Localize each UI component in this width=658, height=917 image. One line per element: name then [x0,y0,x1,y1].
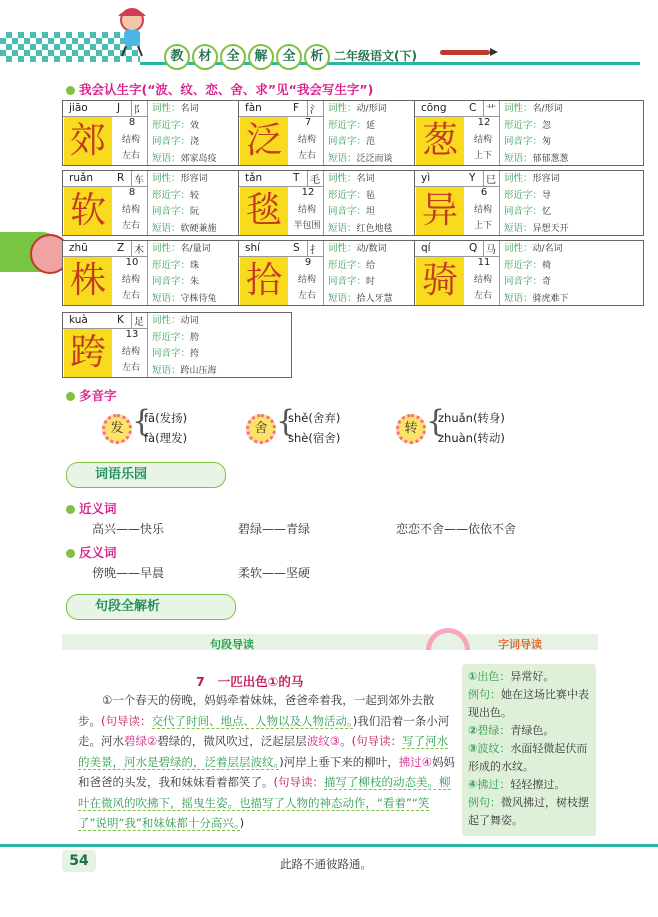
headword: 拂过： [477,778,511,791]
character: 骑 [416,257,464,305]
headword: 出色： [477,670,511,683]
structure-label: 结构 [297,205,316,215]
radical: 巳 [483,171,496,186]
info-value: 较 [190,190,200,201]
info-value: 忽 [542,120,552,131]
info-label: 短语： [504,152,533,164]
card-header [63,241,147,257]
structure-label: 结构 [297,135,316,145]
info-label: 短语： [152,152,181,164]
info-row-shape [504,118,643,135]
info-label: 同音字： [328,206,367,217]
info-label: 词性： [328,243,357,254]
title-char: 解 [248,44,274,70]
bullet-icon [66,86,75,95]
info-value: 形容词 [532,174,560,184]
info-value: 名/量词 [180,244,211,254]
stroke-count: 6 [480,187,488,198]
info-value: 范 [366,137,376,147]
info-row-homo [152,346,291,363]
passage-text: 妈妈和爸爸的头发，我和妹妹看着都笑了。 [78,754,456,789]
stroke-count: 12 [477,117,491,128]
info-label: 同音字： [152,136,191,147]
stroke-count: 7 [304,117,312,128]
structure-type: 左右 [297,291,316,301]
card-header [63,313,147,329]
index-letter: J [117,102,121,114]
glossary-entry [468,776,590,794]
book-title [164,44,330,70]
index-letter: Q [469,242,478,254]
character: 拾 [240,257,288,305]
antonym-heading: 反义词 [66,543,117,561]
info-value: 阮 [190,207,200,217]
polyphone-char: 转 [396,414,426,444]
info-row-pos [152,313,291,330]
polyphone-char: 舍 [246,414,276,444]
page-number: 54 [62,850,96,872]
card-info [147,313,291,377]
info-label: 同音字： [152,276,191,287]
info-label: 词性： [152,315,181,326]
info-value: 拾人牙慧 [356,293,393,304]
word-garden-banner: 词语乐园 [66,462,226,488]
index-letter: R [117,172,125,184]
glossed-word: 碧绿② [124,734,158,748]
info-value: 异想天开 [532,223,569,234]
note-number: ③ [468,742,478,755]
stroke-count: 13 [125,329,139,340]
card-header [239,171,323,187]
info-value: 挎 [190,349,200,359]
radical: 艹 [483,101,496,116]
structure-type: 上下 [473,151,492,161]
info-row-phrase [504,151,643,168]
synonym-heading: 近义词 [66,499,117,517]
pinyin: tǎn [245,172,263,184]
card-info [499,241,643,305]
stroke-count: 10 [125,257,139,268]
info-value: 动/形词 [356,104,387,114]
card-header [63,101,147,117]
synonym-pair: 高兴——快乐 [92,522,165,536]
structure-type: 上下 [473,221,492,231]
passage-text: 。 [340,734,352,748]
pinyin: zhū [69,242,88,254]
definition: 她在这场比赛中表现出色。 [468,688,589,719]
info-row-shape [152,330,291,347]
antonym-pair: 柔软——坚硬 [238,566,311,580]
structure-label: 结构 [473,135,492,145]
card-header [239,101,323,117]
info-label: 形近字： [504,259,543,271]
glossary-entry [468,668,590,686]
stroke-count: 12 [301,187,315,198]
info-label: 短语： [152,222,181,234]
reading-1: fā(发扬) [144,411,188,425]
info-row-homo [504,274,643,291]
definition: 异常好。 [510,670,555,683]
glossed-word: 波纹③ [306,734,341,748]
stroke-count: 8 [128,187,136,198]
info-value: 效 [190,120,200,131]
structure-type: 半包围 [293,221,321,231]
info-value: 郊家岛疫 [180,153,217,164]
passage-text: (句导读： [351,734,403,748]
info-label: 同音字： [504,276,543,287]
character: 郊 [64,117,112,165]
info-label: 短语： [504,222,533,234]
char-card [414,240,644,306]
index-letter: C [469,102,477,114]
pinyin: qí [421,242,431,254]
stroke-count: 9 [304,257,312,268]
glossed-word: 拂过④ [398,754,433,769]
card-header [415,171,499,187]
structure-label: 结构 [297,275,316,285]
passage-text: 碧绿的，微风吹过，泛起层层 [157,734,307,748]
info-label: 同音字： [152,206,191,217]
info-row-pos [504,101,643,118]
structure-label: 结构 [121,275,140,285]
pinyin: kuà [69,314,88,326]
passage-text: (句导读： [273,775,324,789]
info-value: 守株待兔 [180,293,217,304]
info-row-homo [504,204,643,221]
character: 异 [416,187,464,235]
structure-type: 左右 [297,151,316,161]
definition: 青绿色。 [510,724,555,737]
pinyin: jiāo [69,102,88,114]
radical: 车 [131,171,144,186]
info-label: 形近字： [504,119,543,131]
info-row-pos [504,171,643,188]
info-label: 形近字： [152,259,191,271]
info-label: 同音字： [504,136,543,147]
passage-text: ①一个春天的傍晚，妈妈牵着妹妹，爸爸牵着我，一起到郊外去散步。 [78,693,435,728]
info-value: 红色地毯 [356,223,393,234]
card-header [239,241,323,257]
girl-mascot-icon [112,6,152,58]
info-label: 同音字： [328,136,367,147]
synonym-pair: 恋恋不舍——依依不舍 [396,522,517,536]
info-value: 毡 [366,190,376,201]
pinyin: ruǎn [69,172,94,184]
info-value: 胯 [190,332,200,343]
polyphone-heading: 多音字 [66,386,117,404]
info-row-shape [504,258,643,275]
structure-type: 左右 [121,221,140,231]
synonym-pair: 碧绿——青绿 [238,522,311,536]
structure-type: 左右 [121,151,140,161]
glossary-entry [468,740,590,776]
info-label: 形近字： [504,189,543,201]
pencil-tip-icon [490,48,498,56]
analysis-banner: 句段全解析 [66,594,236,620]
info-value: 动/数词 [356,244,387,254]
structure-type: 左右 [121,363,140,373]
structure-type: 左右 [121,291,140,301]
info-value: 形容词 [180,174,208,184]
card-info [499,171,643,235]
title-char: 析 [304,44,330,70]
radical: 扌 [307,241,320,256]
info-value: 朱 [190,277,200,287]
index-letter: T [293,172,300,184]
index-letter: Z [117,242,125,254]
info-value: 延 [366,120,376,131]
info-row-phrase [152,363,291,380]
character: 株 [64,257,112,305]
info-label: 形近字： [328,189,367,201]
info-value: 骑虎难下 [532,293,569,304]
structure-label: 结构 [473,205,492,215]
bullet-icon [66,392,75,401]
info-label: 短语： [328,292,357,304]
bullet-icon [66,505,75,514]
info-row-pos [504,241,643,258]
radical: 足 [131,313,144,328]
info-label: 词性： [504,103,533,114]
bullet-icon [66,549,75,558]
definition: 轻轻擦过。 [510,778,566,791]
card-header [63,171,147,187]
guide-note: 交代了时间、地点、人物以及人物活动。 [151,713,353,728]
info-value: 匆 [542,137,552,147]
info-value: 椅 [542,260,552,271]
char-card [62,312,292,378]
card-info [499,101,643,165]
lesson-title: 7 一匹出色①的马 [196,674,304,689]
brace-icon: { [276,404,296,439]
index-letter: S [293,242,300,254]
character: 跨 [64,329,112,377]
pinyin: yì [421,172,431,184]
index-letter: K [117,314,124,326]
info-value: 珠 [190,260,200,271]
antonym-pair: 傍晚——早晨 [92,566,165,580]
footer-rule [0,844,658,847]
info-row-phrase [504,221,643,238]
title-char: 教 [164,44,190,70]
char-card [414,100,644,166]
structure-label: 结构 [121,205,140,215]
info-label: 同音字： [504,206,543,217]
info-value: 跨山压海 [180,365,217,376]
rainbow-icon [426,628,470,650]
info-value: 浇 [190,137,200,147]
radical: 阝 [131,101,144,116]
structure-type: 左右 [473,291,492,301]
pinyin: cōng [421,102,447,114]
reading-2: fà(理发) [144,431,188,445]
character: 毯 [240,187,288,235]
passage-text: )河岸上垂下来的柳叶， [279,754,399,769]
info-label: 形近字： [152,189,191,201]
structure-label: 结构 [473,275,492,285]
radical: 毛 [307,171,320,186]
character: 泛 [240,117,288,165]
title-char: 全 [276,44,302,70]
info-label: 短语： [328,152,357,164]
title-char: 材 [192,44,218,70]
character: 软 [64,187,112,235]
title-char: 全 [220,44,246,70]
pinyin: fàn [245,102,262,114]
info-label: 短语： [504,292,533,304]
card-header [415,101,499,117]
pencil-icon [440,50,490,55]
passage-text: (句导读： [101,713,152,728]
recognize-heading: 我会认生字(“波、纹、恋、舍、求”见“我会写生字”) [66,80,373,98]
lesson-passage [78,690,456,834]
character: 葱 [416,117,464,165]
definition: 水面轻微起伏而形成的水纹。 [468,742,588,773]
info-value: 郁郁葱葱 [532,153,569,164]
pinyin: shí [245,242,261,254]
glossary-entry [468,722,590,740]
stroke-count: 8 [128,117,136,128]
glossary-entry [468,686,590,722]
guide-note: 写了河水的美景，河水是碧绿的，泛着层层波纹。 [78,734,449,769]
info-value: 奇 [542,277,552,287]
passage-text: )我们沿着一条小河走。河水 [78,713,450,748]
headword: 碧绿： [477,724,511,737]
info-value: 导 [542,190,552,201]
reading-1: shě(舍弃) [288,411,341,425]
card-header [415,241,499,257]
info-label: 形近字： [328,259,367,271]
radical: 木 [131,241,144,256]
reading-1: zhuǎn(转身) [438,411,505,425]
info-label: 词性： [152,173,181,184]
brace-icon: { [132,404,152,439]
info-value: 名/形词 [532,104,563,114]
structure-label: 结构 [121,347,140,357]
info-label: 词性： [328,173,357,184]
guide-note: 描写了柳枝的动态美。柳叶在微风的吹拂下，摇曳生姿。也描写了人物的神态动作，“看着”“笑了”说明“我”和妹妹都十分高兴。 [78,775,451,830]
info-label: 词性： [504,243,533,254]
structure-label: 结构 [121,135,140,145]
info-value: 泛泛而谈 [356,153,393,164]
note-number: ① [468,670,478,683]
passage-text: ) [239,816,245,830]
info-label: 短语： [152,292,181,304]
info-label: 同音字： [328,276,367,287]
info-label: 短语： [152,364,181,376]
info-value: 时 [366,277,376,287]
radical: 氵 [307,101,320,116]
note-number: ② [468,724,478,737]
word-guide-label: 字词导读 [498,638,542,651]
info-label: 形近字： [328,119,367,131]
reading-2: shè(宿舍) [288,431,341,445]
info-row-phrase [504,291,643,308]
polyphone-char: 发 [102,414,132,444]
info-label: 形近字： [152,119,191,131]
info-label: 形近字： [152,331,191,343]
brace-icon: { [426,404,446,439]
info-value: 坦 [366,207,376,217]
reading-2: zhuàn(转动) [438,431,505,445]
info-row-shape [504,188,643,205]
headword: 例句： [468,688,501,701]
info-label: 词性： [152,103,181,114]
radical: 马 [483,241,496,256]
info-label: 词性： [504,173,533,184]
note-number: ④ [468,778,478,791]
sentence-guide-label: 句段导读 [210,638,254,651]
info-value: 给 [366,260,376,271]
info-value: 忆 [542,207,552,217]
info-label: 短语： [328,222,357,234]
headword: 例句： [468,796,501,809]
grade-label: 二年级语文(下) [334,49,417,63]
glossary-entry [468,794,590,830]
info-row-homo [504,134,643,151]
index-letter: F [293,102,300,114]
stroke-count: 11 [477,257,491,268]
info-value: 名词 [356,174,375,184]
glossary-box [462,664,596,836]
info-label: 词性： [152,243,181,254]
info-label: 词性： [328,103,357,114]
definition: 微风拂过，树枝摆起了舞姿。 [468,796,589,827]
index-letter: Y [469,172,476,184]
char-card [414,170,644,236]
info-value: 软硬兼施 [180,223,217,234]
info-value: 名词 [180,104,199,114]
footer-slogan: 此路不通彼路通。 [280,857,372,871]
info-label: 同音字： [152,348,191,359]
headword: 波纹： [477,742,511,755]
info-value: 动/名词 [532,244,563,254]
info-value: 动词 [180,316,199,326]
